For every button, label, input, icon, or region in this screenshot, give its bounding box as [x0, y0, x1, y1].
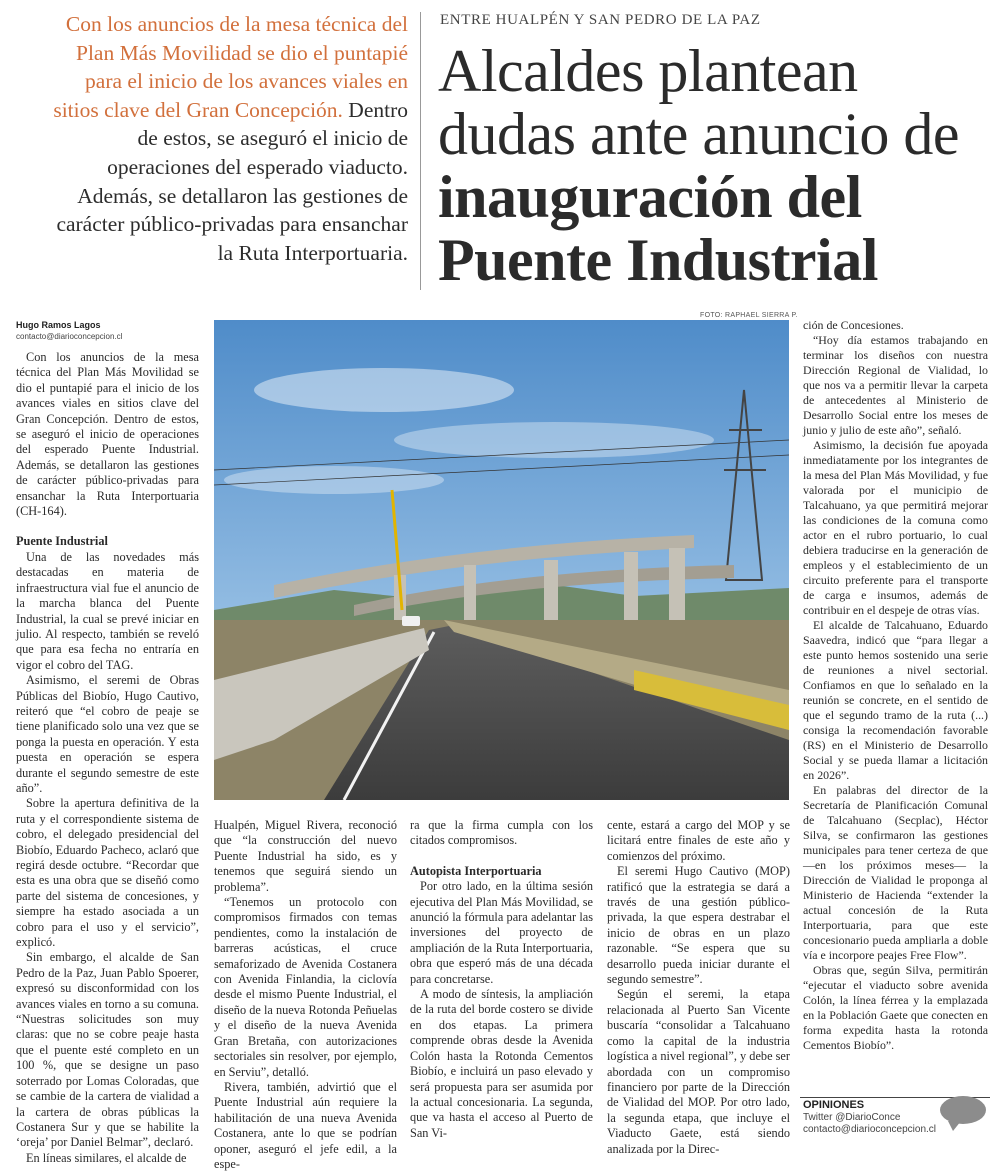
paragraph: Por otro lado, en la última sesión ejecutiva del Plan Más Movilidad, se anunció la fórmula para adelantar las inversiones del proyecto de ampliación de la Ruta Interportuaria, obra que esperó más de una década para concretarse. — [410, 879, 593, 986]
paragraph: cente, estará a cargo del MOP y se licitará entre finales de este año y comienzos del próximo. — [607, 818, 790, 863]
paragraph: Rivera, también, advirtió que el Puente Industrial aún requiere la habilitación de una nueva Avenida Costanera, ante lo que se podrían oponer, aseguró el jefe edil, a la espe- — [214, 1079, 397, 1171]
bridge-photo-illustration — [214, 320, 789, 800]
column-1 — [16, 350, 199, 1166]
opinion-email: contacto@diarioconcepcion.cl — [803, 1124, 937, 1135]
lead-paragraph — [52, 10, 408, 267]
byline-email: contacto@diarioconcepcion.cl — [16, 332, 123, 341]
paragraph: Obras que, según Silva, permitirán “ejecutar el viaducto sobre avenida Colón, la línea férrea y la emplazada en la Población Gaete que conecten en forma expedita hasta la rotonda Cementos Biobío”. — [803, 963, 988, 1052]
lead-rest: Dentro de estos, se aseguró el inicio de operaciones del esperado viaducto. Además, se detallaron las gestiones de carácter público-privadas para ensanchar la Ruta Interportuaria. — [56, 97, 408, 265]
subheading-puente-industrial: Puente Industrial — [16, 534, 108, 549]
paragraph: En palabras del director de la Secretaría de Planificación Comunal de Talcahuano (Secplac), Héctor Silva, se confirmaron las gestiones municipales para tener certeza de que —en los próximos meses— la Dirección de Vialidad le proponga al Ministerio de Hacienda “extender la actual concesión de la Ruta Interportuaria, para que este concesionario pueda ampliarla a doble vía e incorpore peajes Free Flow”. — [803, 783, 988, 962]
paragraph: ción de Concesiones. — [803, 318, 904, 332]
paragraph: ra que la firma cumpla con los citados compromisos. — [410, 818, 593, 848]
subheading-autopista-interportuaria: Autopista Interportuaria — [410, 863, 542, 878]
paragraph: Una de las novedades más destacadas en materia de infraestructura vial fue el anuncio de la marcha blanca del Puente Industrial, la cual se prevé iniciar en julio. Al respecto, también se reveló que para esa fecha no entraría en vigor el cobro del TAG. — [16, 549, 199, 672]
paragraph: Hualpén, Miguel Rivera, reconoció que “la construcción del nuevo Puente Industrial ha sido, es y tenemos que seguirá siendo un problema”. — [214, 818, 397, 894]
headline-bold: inauguración del Puente Industrial — [438, 164, 878, 293]
paragraph: “Hoy día estamos trabajando en terminar los diseños con nuestra Dirección Regional de Vialidad, lo que nos va a permitir llevar la carpeta de antecedentes al Ministerio de Desarrollo Social entre los meses de junio y julio de este año”, señaló. — [803, 333, 988, 437]
paragraph: El seremi Hugo Cautivo (MOP) ratificó que la estrategia se dará a través de una gestión público-privada, la que espera destrabar el inicio de obras en un plazo razonable. “Se espera que su desarrollo pueda iniciar durante el segundo semestre”. — [607, 864, 790, 987]
speech-bubble-icon — [940, 1096, 986, 1124]
paragraph: Sobre la apertura definitiva de la ruta y el correspondiente sistema de cobro, el delegado presidencial del Biobío, Eduardo Pacheco, aclaró que regirá desde octubre. “Recordar que esta es una obra que se diseñó como parte del sistema de concesiones, y siempre ha estado asociada a un cobro para el uso y el servicio”, explicó. — [16, 796, 199, 950]
paragraph: “Tenemos un protocolo con compromisos firmados con temas pendientes, como la instalación de barreras acústicas, el cruce semaforizado de Avenida Costanera con Avenida Finlandia, la ciclovía desde el mismo Puente Industrial, el diseño de la nueva Rotonda Peñuelas y el diseño de la nueva Avenida Gran Bretaña, con autorizaciones sectoriales sin resolver, por ejemplo, en Serviu”, detalló. — [214, 895, 397, 1079]
opinion-twitter: Twitter @DiarioConce — [803, 1112, 901, 1123]
paragraph: Asimismo, el seremi de Obras Públicas del Biobío, Hugo Cautivo, reiteró que “el cobro de peaje se tiene planificado solo una vez que se ponga la puesta en operación. Y esta puesta en operación se espera durante el segundo semestre de este año”. — [16, 673, 199, 795]
column-2 — [214, 818, 397, 1172]
lead-highlight: Con los anuncios de la mesa técnica del Plan Más Movilidad se dio el puntapié para el inicio de los avances viales en sitios clave del Gran Concepción. — [53, 12, 408, 122]
column-5 — [803, 318, 988, 1053]
header-divider — [420, 12, 421, 290]
paragraph: El alcalde de Talcahuano, Eduardo Saavedra, indicó que “para llegar a este punto hemos sostenido una serie de reuniones a nivel sectorial. Confiamos en que lo señalado en la reunión se concrete, en el sentido de que el segundo tramo de la ruta (...) consiga la recomendación favorable (RS) en el Ministerio de Desarrollo Social y se pueda llamar a licitación en 2026”. — [803, 618, 988, 782]
headline — [438, 40, 998, 292]
paragraph: Según el seremi, la etapa relacionada al Puerto San Vicente buscaría “consolidar a Talcahuano como la capital de la industria logística a nivel regional”, y debe ser abordada con un compromiso financiero por parte de la Dirección de Vialidad del MOP. Por otro lado, la segunda etapa, que incluye el Viaducto Gaete, está siendo analizada por la Direc- — [607, 987, 790, 1156]
bridge-photo — [214, 320, 789, 800]
kicker: ENTRE HUALPÉN Y SAN PEDRO DE LA PAZ — [440, 12, 761, 28]
paragraph: Sin embargo, el alcalde de San Pedro de la Paz, Juan Pablo Spoerer, expresó su disconformidad con los avances viales en torno a su comuna. “Nuestras solicitudes son muy claras: que no se cobre peaje hasta que el puente esté completo en un 100 %, que se designe un paso soterrado por Lomas Coloradas, que se cambie de la cartera de vialidad a la cartera de obras públicas la Costanera Sur y que se habilite la ‘oreja’ por Daniel Belmar”, declaró. — [16, 950, 199, 1150]
photo-credit: FOTO: RAPHAEL SIERRA P. — [700, 312, 798, 319]
paragraph: A modo de síntesis, la ampliación de la ruta del borde costero se divide en dos etapas. La primera comprende obras desde la Avenida Colón hasta la Rotonda Cementos Biobío, e incluirá un paso elevado y será propuesta para ser asumida por la actual concesionaria. La segunda, que va hasta el acceso al Puerto de San Vi- — [410, 987, 593, 1140]
paragraph: En líneas similares, el alcalde de — [26, 1150, 187, 1165]
byline-author: Hugo Ramos Lagos — [16, 320, 101, 330]
headline-light: Alcaldes plantean dudas ante anuncio de — [438, 38, 959, 167]
column-3 — [410, 818, 593, 1141]
opinion-title: OPINIONES — [803, 1099, 865, 1111]
paragraph: Con los anuncios de la mesa técnica del Plan Más Movilidad se dio el puntapié para el inicio de los avances viales en sitios clave del Gran Concepción. Dentro de estos, se aseguró el inicio de operaciones del esperado Puente Industrial. Además, se detallaron las gestiones de carácter público-privadas para ensanchar la Ruta Interportuaria (CH-164). — [16, 350, 199, 519]
column-4 — [607, 818, 790, 1157]
paragraph: Asimismo, la decisión fue apoyada inmediatamente por los integrantes de la mesa del Plan Más Movilidad, y fue valorada por el municipio de Talcahuano, ya que permitirá mejorar las condiciones de la comuna como actor en el rubro portuario, lo cual debiera traducirse en la generación de empleos y el establecimiento de un circuito preferente para el transporte de carga e insumos, además de contribuir en el despeje de otras vías. — [803, 438, 988, 617]
